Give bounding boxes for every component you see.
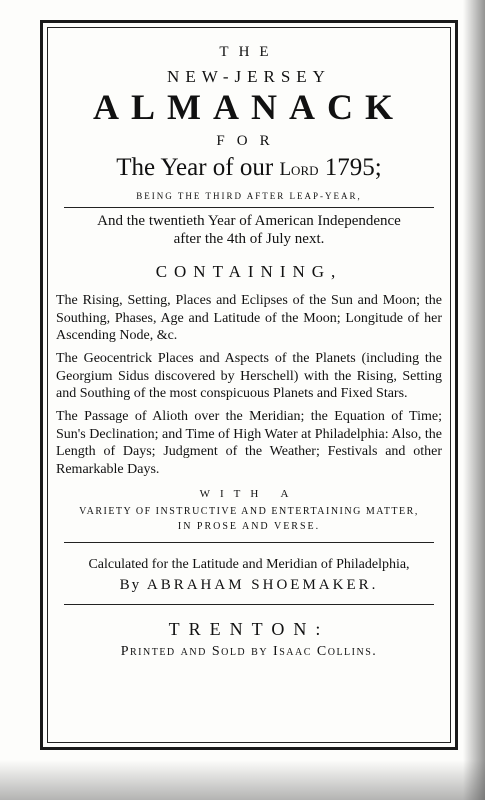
author-name: ABRAHAM SHOEMAKER. <box>146 576 379 593</box>
divider-rule <box>64 542 434 543</box>
independence-line-2: after the 4th of July next. <box>173 231 325 248</box>
imprint-printer: Printed and Sold by Isaac Collins. <box>120 643 378 659</box>
year-line-lord: Lord <box>279 158 319 180</box>
year-line-prefix: The Year of our <box>116 153 280 181</box>
title-page-content <box>54 40 444 660</box>
variety-line: VARIETY OF INSTRUCTIVE AND ENTERTAINING MATTER, <box>79 505 419 517</box>
year-line-number: 1795; <box>318 153 382 181</box>
year-line <box>54 154 444 182</box>
leap-year-line: BEING THE THIRD AFTER LEAP-YEAR, <box>136 191 362 202</box>
contents-paragraph-1: The Rising, Setting, Places and Eclipses of the Sun and Moon; the Southing, Phases, Age and Latitude of the Moon; Longitude of her Ascending Node, &c. <box>56 293 442 344</box>
heading-for: FOR <box>216 132 282 149</box>
imprint-place: TRENTON: <box>168 618 330 639</box>
author-by: By <box>119 576 147 593</box>
heading-the: THE <box>219 44 279 60</box>
containing-heading: CONTAINING, <box>155 262 343 282</box>
divider-rule <box>64 604 434 605</box>
independence-line-1: And the twentieth Year of American Independence <box>97 213 401 230</box>
divider-rule <box>64 207 434 208</box>
prose-verse-line: IN PROSE AND VERSE. <box>177 520 321 532</box>
author-line <box>54 577 444 594</box>
page-bottom-shadow <box>0 760 485 800</box>
heading-almanack: ALMANACK <box>93 87 405 127</box>
contents-paragraph-3: The Passage of Alioth over the Meridian; the Equation of Time; Sun's Declination; and Time of High Water at Philadelphia: Also, the Length of Days; Judgment of the Weather; Festivals and other Remarkable Days. <box>56 409 442 477</box>
page-edge-shadow <box>463 0 485 800</box>
contents-paragraph-2: The Geocentrick Places and Aspects of the Planets (including the Georgium Sidus discovered by Herschell) with the Rising, Setting and Southing of the most conspicuous Planets and Fixed Stars. <box>56 351 442 402</box>
heading-new-jersey: NEW-JERSEY <box>167 67 331 86</box>
calculated-line: Calculated for the Latitude and Meridian of Philadelphia, <box>88 556 410 572</box>
with-a-line: WITH A <box>199 487 299 500</box>
